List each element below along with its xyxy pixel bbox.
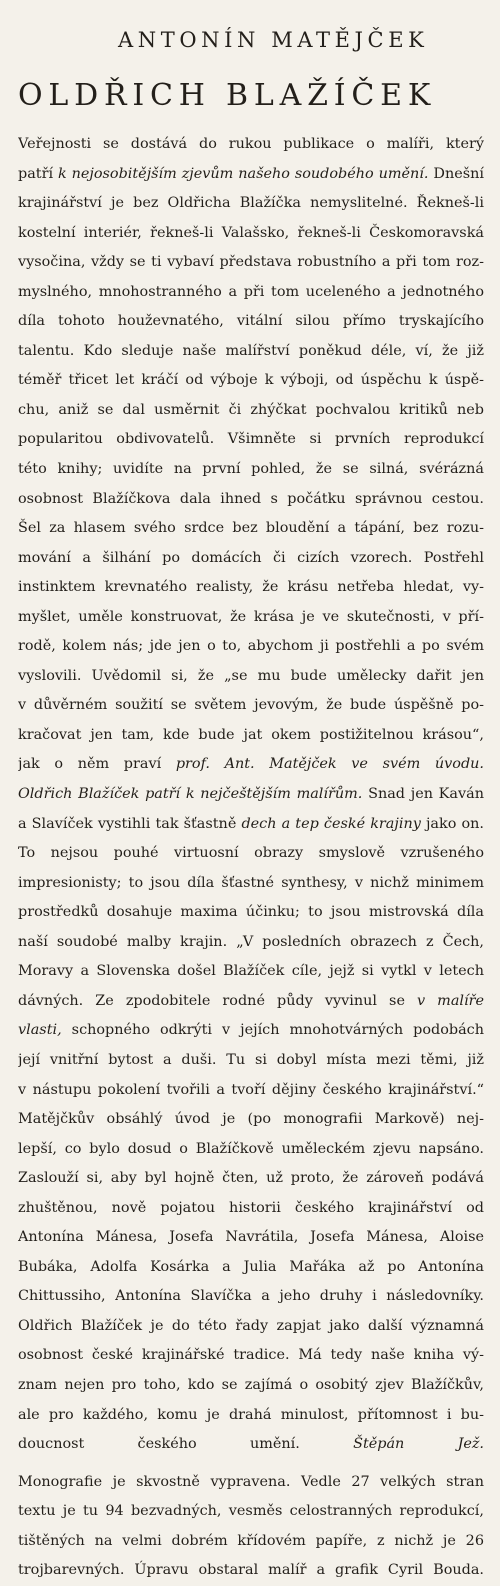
review-line [18, 750, 484, 780]
closing-text: doucnost českého umění. [18, 1436, 300, 1453]
publication-note [18, 1468, 484, 1586]
review-line [18, 307, 484, 337]
note-line: Monografie je skvostně vypravena. Vedle 27 velkých stran [18, 1473, 484, 1490]
book-title: OLDŘICH BLAŽÍČEK [18, 78, 437, 113]
text-run: Chittussiho, Antonína Slavíčka a jeho druhy i následovníky. [18, 1288, 484, 1305]
review-line [18, 278, 484, 308]
text-run: Šel za hlasem svého srdce bez bloudění a tápání, bez rozu- [18, 520, 484, 537]
review-line [18, 928, 484, 958]
review-line [18, 425, 484, 455]
text-run: kračovat jen tam, kde bude jat okem postižitelnou krásou“, [18, 726, 484, 743]
text-run: impresionisty; to jsou díla šťastné synthesy, v nichž minimem [18, 874, 484, 891]
text-run: jak o něm praví [18, 756, 176, 773]
text-run: prostředků dosahuje maxima účinku; to jsou mistrovská díla [18, 904, 484, 921]
review-line [18, 839, 484, 869]
text-run: rodě, kolem nás; jde jen o to, abychom ji postřehli a po svém [18, 638, 484, 655]
text-run: instinktem krevnatého realisty, že krásu netřeba hledat, vy- [18, 579, 484, 596]
note-line: textu je tu 94 bezvadných, vesměs celostranných reprodukcí, [18, 1503, 484, 1520]
text-run: talentu. Kdo sleduje naše malířství poněkud déle, ví, že již [18, 342, 484, 359]
review-line [18, 721, 484, 751]
text-run: Zaslouží si, aby byl hojně čten, už proto, že zároveň podává [18, 1170, 484, 1187]
review-line [18, 160, 484, 190]
review-line [18, 632, 484, 662]
review-line [18, 485, 484, 515]
text-run: této knihy; uvidíte na první pohled, že se silná, svérázná [18, 461, 484, 478]
text-run: lepší, co bylo dosud o Blažíčkově uměleckém zjevu napsáno. [18, 1140, 484, 1157]
text-run: Veřejnosti se dostává do rukou publikace o malíři, který [18, 136, 484, 152]
text-run: znam nejen pro toho, kdo se zajímá o osobitý zjev Blažíčkův, [18, 1376, 484, 1393]
text-run: Bubáka, Adolfa Kosárka a Julia Mařáka až po Antonína [18, 1258, 484, 1275]
review-line [18, 1253, 484, 1283]
review-line [18, 1164, 484, 1194]
text-run: mování a šilhání po domácích či cizích vzorech. Postřehl [18, 549, 484, 566]
text-run: myšlet, uměle konstruovat, že krása je ve skutečnosti, v pří- [18, 608, 484, 625]
review-line [18, 691, 484, 721]
text-run: ale pro každého, komu je drahá minulost, přítomnost i bu- [18, 1406, 484, 1423]
review-line [18, 1401, 484, 1431]
text-run: naší soudobé malby krajin. „V posledních obrazech z Čech, [18, 933, 484, 950]
review-line [18, 396, 484, 426]
review-line [18, 1341, 484, 1371]
reviewer-signature: Štěpán Jež. [353, 1436, 484, 1453]
text-run: vysočina, vždy se ti vybaví představa robustního a při tom roz- [18, 254, 484, 271]
text-run: vyslovili. Uvědomil si, že „se mu bude umělecky dařit jen [18, 667, 484, 684]
review-line [18, 662, 484, 692]
review-line [18, 1016, 484, 1046]
review-line [18, 573, 484, 603]
review-line [18, 366, 484, 396]
text-run: patří [18, 165, 58, 182]
text-run: schopného odkrýti v jejích mnohotvárných podobách [61, 1022, 484, 1039]
review-line [18, 455, 484, 485]
italic-phrase: v malíře [417, 992, 484, 1009]
text-run: krajinářství je bez Oldřicha Blažíčka nemyslitelné. Řekneš-li [18, 195, 484, 212]
review-line [18, 337, 484, 367]
text-run: Oldřich Blažíček je do této řady zapjat jako další významná [18, 1317, 484, 1334]
text-run: kostelní interiér, řekneš-li Valašsko, řekneš-li Českomoravská [18, 224, 484, 241]
review-line [18, 544, 484, 574]
review-line [18, 1135, 484, 1165]
review-line [18, 1223, 484, 1253]
text-run: její vnitřní bytost a duši. Tu si dobyl místa mezi těmi, již [18, 1051, 484, 1068]
text-run: v nástupu pokolení tvořili a tvoří dějiny českého krajinářství.“ [18, 1081, 484, 1098]
review-line [18, 987, 484, 1017]
text-run: téměř třicet let kráčí od výboje k výboji, od úspěchu k úspě- [18, 372, 484, 389]
italic-phrase: dech a tep české krajiny [241, 815, 421, 832]
closing-line-with-signature [18, 1430, 484, 1460]
review-line [18, 898, 484, 928]
text-run: a Slavíček vystihli tak šťastně [18, 815, 242, 832]
text-run: zhuštěnou, nově pojatou historii českého krajinářství od [18, 1199, 484, 1216]
text-run: chu, aniž se dal usměrnit či zhýčkat pochvalou kritiků neb [18, 401, 484, 418]
review-line [18, 603, 484, 633]
review-line [18, 1105, 484, 1135]
review-line [18, 1076, 484, 1106]
text-run: popularitou obdivovatelů. Všimněte si prvních reprodukcí [18, 431, 484, 448]
review-line [18, 130, 484, 160]
review-line [18, 957, 484, 987]
review-line [18, 248, 484, 278]
review-body [18, 130, 484, 1586]
review-line [18, 810, 484, 840]
review-line [18, 1282, 484, 1312]
text-run: Moravy a Slovenska došel Blažíček cíle, jejž si vytkl v letech [18, 963, 484, 980]
text-run: jako on. [420, 815, 484, 832]
review-line [18, 1312, 484, 1342]
review-line [18, 514, 484, 544]
text-run: Snad jen Kaván [362, 786, 484, 803]
review-line [18, 1194, 484, 1224]
text-run: dávných. Ze zpodobitele rodné půdy vyvinul se [18, 992, 417, 1009]
text-run: To nejsou pouhé virtuosní obrazy smyslově vzrušeného [18, 845, 484, 862]
review-text [18, 130, 484, 1430]
review-line [18, 780, 484, 810]
note-line: trojbarevných. Úpravu obstaral malíř a grafik Cyril Bouda. [18, 1562, 484, 1579]
review-line [18, 1046, 484, 1076]
italic-phrase: prof. Ant. Matějček ve svém úvodu. [175, 756, 484, 773]
review-line [18, 219, 484, 249]
text-run: osobnost Blažíčkova dala ihned s počátku správnou cestou. [18, 490, 484, 507]
text-run: díla tohoto houževnatého, vitální silou přímo tryskajícího [18, 313, 484, 330]
text-run: Antonína Mánesa, Josefa Navrátila, Josefa Mánesa, Aloise [18, 1229, 484, 1246]
italic-phrase: k nejosobitějším zjevům našeho soudobého umění. [57, 165, 429, 182]
note-line: tištěných na velmi dobrém křídovém papíře, z nichž je 26 [18, 1532, 484, 1549]
text-run: v důvěrném soužití se světem jevovým, že bude úspěšně po- [18, 697, 484, 714]
text-run: Matějčkův obsáhlý úvod je (po monografii Markově) nej- [18, 1111, 484, 1128]
review-line [18, 869, 484, 899]
paragraph-gap [18, 1460, 484, 1468]
text-run: myslného, mnohostranného a při tom uceleného a jednotného [18, 283, 484, 300]
review-line [18, 1371, 484, 1401]
italic-phrase: vlasti, [18, 1022, 62, 1039]
text-run: Dnešní [428, 165, 484, 182]
review-line [18, 189, 484, 219]
author-heading: ANTONÍN MATĚJČEK [118, 28, 429, 52]
italic-phrase: Oldřich Blažíček patří k nejčeštějším malířům. [18, 786, 363, 803]
text-run: osobnost české krajinářské tradice. Má tedy naše kniha vý- [18, 1347, 484, 1364]
